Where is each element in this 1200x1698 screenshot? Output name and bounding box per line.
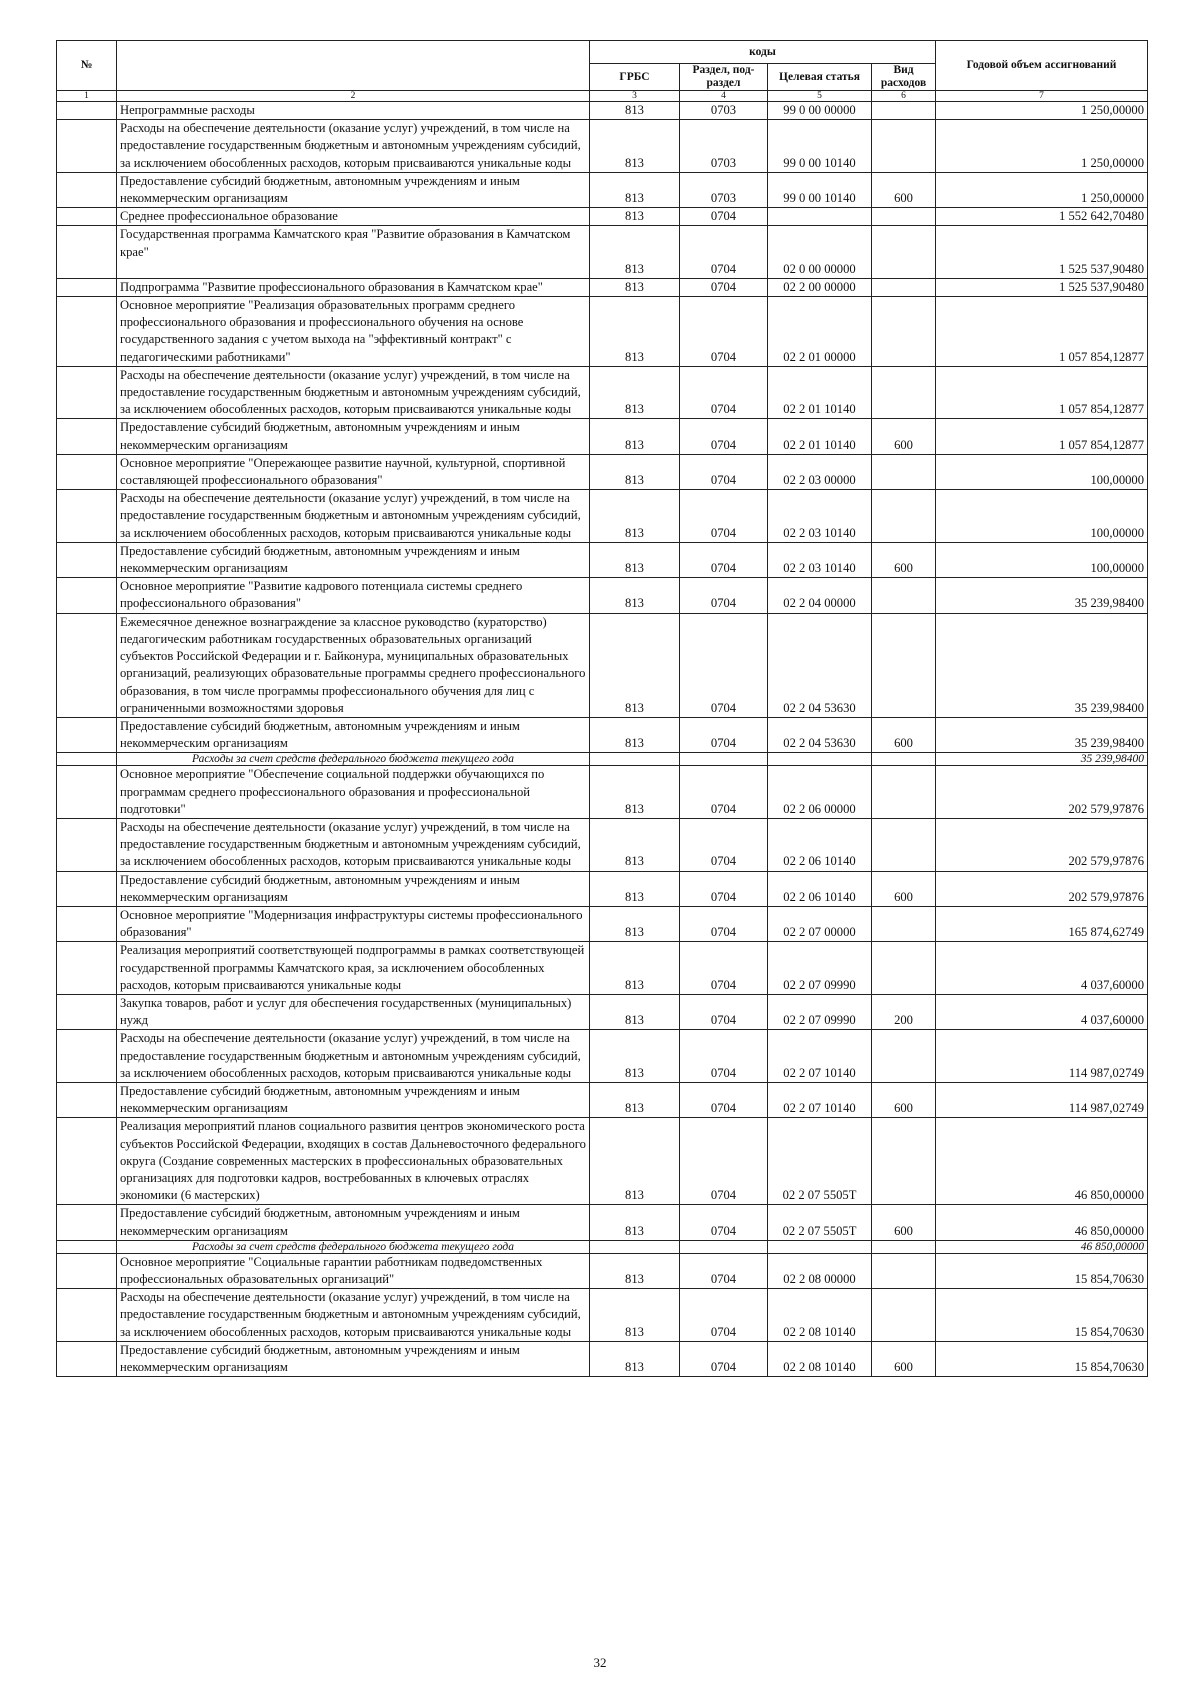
table-row [57,490,1148,543]
row-name-cell: Основное мероприятие "Социальные гарантии работникам подведомственных профессиональных образовательных организаций" [117,1253,590,1288]
row-name-cell: Реализация мероприятий соответствующей подпрограммы в рамках соответствующей государственной программы Камчатского края, за исключением обособленных расходов, которым присваиваются уникальные коды [117,942,590,995]
row-grbs-cell: 813 [590,454,680,489]
row-number-cell [57,172,117,207]
row-target-article-cell: 02 2 07 5505Т [768,1205,872,1240]
row-target-article-cell: 99 0 00 00000 [768,102,872,120]
row-name-cell: Основное мероприятие "Обеспечение социальной поддержки обучающихся по программам среднего профессионального образования и профессиональной подготовки" [117,766,590,819]
row-amount-cell: 46 850,00000 [936,1118,1148,1205]
row-name-cell: Расходы на обеспечение деятельности (оказание услуг) учреждений, в том числе на предоставление государственным бюджетным и автономным учреждениям субсидий, за исключением обособленных расходов, которым присваиваются уникальные коды [117,818,590,871]
row-number-cell [57,994,117,1029]
table-row [57,1205,1148,1240]
row-name-cell: Реализация мероприятий планов социального развития центров экономического роста субъектов Российской Федерации, входящих в состав Дальневосточного федерального округа (Создание современных мастерских в профессиональных образовательных организациях для подготовки кадров, востребованных в ключевых отраслях экономики (6 мастерских) [117,1118,590,1205]
table-row [57,994,1148,1029]
row-amount-cell: 1 057 854,12877 [936,297,1148,367]
row-expense-type-cell: 600 [872,419,936,454]
row-number-cell [57,906,117,941]
row-name-cell: Предоставление субсидий бюджетным, автономным учреждениям и иным некоммерческим организациям [117,1341,590,1376]
table-body [57,102,1148,1377]
row-target-article-cell: 02 2 06 10140 [768,871,872,906]
row-razdel-cell: 0704 [680,490,768,543]
row-amount-cell: 165 874,62749 [936,906,1148,941]
header-number: № [57,41,117,91]
table-row [57,818,1148,871]
row-expense-type-cell [872,454,936,489]
row-target-article-cell: 02 2 07 00000 [768,906,872,941]
row-grbs-cell: 813 [590,102,680,120]
table-row [57,278,1148,296]
row-expense-type-cell [872,1240,936,1253]
row-amount-cell: 15 854,70630 [936,1341,1148,1376]
table-row [57,717,1148,752]
row-razdel-cell: 0704 [680,208,768,226]
header-expense-type: Вид расходов [872,64,936,91]
row-grbs-cell: 813 [590,994,680,1029]
row-target-article-cell [768,1240,872,1253]
row-grbs-cell: 813 [590,226,680,278]
row-grbs-cell: 813 [590,766,680,819]
row-name-cell: Расходы за счет средств федерального бюджета текущего года [117,1240,590,1253]
row-razdel-cell: 0704 [680,1253,768,1288]
row-amount-cell: 100,00000 [936,490,1148,543]
row-amount-cell: 1 250,00000 [936,102,1148,120]
row-target-article-cell: 99 0 00 10140 [768,172,872,207]
row-grbs-cell: 813 [590,297,680,367]
row-grbs-cell: 813 [590,942,680,995]
row-razdel-cell: 0704 [680,297,768,367]
row-amount-cell: 15 854,70630 [936,1253,1148,1288]
page-number: 32 [593,1655,607,1670]
row-name-cell: Предоставление субсидий бюджетным, автономным учреждениям и иным некоммерческим организациям [117,1082,590,1117]
row-razdel-cell: 0704 [680,613,768,717]
row-name-cell: Расходы на обеспечение деятельности (оказание услуг) учреждений, в том числе на предоставление государственным бюджетным и автономным учреждениям субсидий, за исключением обособленных расходов, которым присваиваются уникальные коды [117,490,590,543]
row-target-article-cell: 02 2 06 00000 [768,766,872,819]
row-expense-type-cell [872,906,936,941]
row-name-cell: Ежемесячное денежное вознаграждение за классное руководство (кураторство) педагогическим работникам государственных образовательных организаций субъектов Российской Федерации и г. Байконура, муниципальных образовательных организаций, реализующих образовательные программы среднего профессионального образования, в том числе программы профессионального обучения для лиц с ограниченными возможностями здоровья [117,613,590,717]
row-amount-cell: 1 250,00000 [936,172,1148,207]
column-number: 2 [117,91,590,102]
row-number-cell [57,419,117,454]
row-number-cell [57,1253,117,1288]
row-expense-type-cell [872,490,936,543]
row-name-cell: Предоставление субсидий бюджетным, автономным учреждениям и иным некоммерческим организациям [117,1205,590,1240]
row-grbs-cell: 813 [590,613,680,717]
table-row [57,1289,1148,1342]
row-number-cell [57,366,117,419]
row-grbs-cell: 813 [590,542,680,577]
row-amount-cell: 46 850,00000 [936,1240,1148,1253]
row-target-article-cell: 02 2 07 09990 [768,942,872,995]
row-target-article-cell: 02 2 00 00000 [768,278,872,296]
row-target-article-cell: 02 2 08 10140 [768,1341,872,1376]
row-amount-cell: 202 579,97876 [936,818,1148,871]
row-expense-type-cell [872,766,936,819]
row-grbs-cell [590,1240,680,1253]
row-amount-cell: 4 037,60000 [936,942,1148,995]
row-razdel-cell: 0704 [680,419,768,454]
row-expense-type-cell: 600 [872,717,936,752]
row-expense-type-cell [872,818,936,871]
row-razdel-cell: 0704 [680,1289,768,1342]
row-razdel-cell: 0704 [680,942,768,995]
row-name-cell: Основное мероприятие "Модернизация инфраструктуры системы профессионального образования" [117,906,590,941]
table-row [57,366,1148,419]
row-expense-type-cell [872,297,936,367]
row-expense-type-cell [872,1253,936,1288]
row-amount-cell: 1 057 854,12877 [936,419,1148,454]
row-name-cell: Основное мероприятие "Развитие кадрового потенциала системы среднего профессионального образования" [117,578,590,613]
column-number: 5 [768,91,872,102]
row-number-cell [57,278,117,296]
header-name [117,41,590,91]
federal-funds-row [57,1240,1148,1253]
header-razdel: Раздел, под-раздел [680,64,768,91]
table-row [57,871,1148,906]
table-row [57,226,1148,278]
row-target-article-cell: 02 2 01 10140 [768,419,872,454]
row-razdel-cell: 0704 [680,1082,768,1117]
row-expense-type-cell [872,1030,936,1083]
row-grbs-cell: 813 [590,172,680,207]
row-expense-type-cell [872,226,936,278]
header-target-article: Целевая статья [768,64,872,91]
row-target-article-cell: 02 2 03 00000 [768,454,872,489]
row-amount-cell: 202 579,97876 [936,871,1148,906]
row-amount-cell: 46 850,00000 [936,1205,1148,1240]
table-row [57,942,1148,995]
row-number-cell [57,766,117,819]
table-row [57,1341,1148,1376]
table-row [57,172,1148,207]
row-expense-type-cell: 600 [872,172,936,207]
row-expense-type-cell [872,366,936,419]
row-name-cell: Предоставление субсидий бюджетным, автономным учреждениям и иным некоммерческим организациям [117,542,590,577]
row-number-cell [57,208,117,226]
column-number: 1 [57,91,117,102]
row-target-article-cell: 02 2 07 09990 [768,994,872,1029]
row-razdel-cell: 0704 [680,994,768,1029]
row-number-cell [57,454,117,489]
row-number-cell [57,490,117,543]
row-amount-cell: 1 525 537,90480 [936,226,1148,278]
row-grbs-cell: 813 [590,366,680,419]
row-grbs-cell: 813 [590,1253,680,1288]
row-amount-cell: 35 239,98400 [936,578,1148,613]
row-razdel-cell: 0704 [680,906,768,941]
row-expense-type-cell [872,942,936,995]
row-number-cell [57,1341,117,1376]
table-row [57,208,1148,226]
table-row [57,419,1148,454]
row-grbs-cell: 813 [590,906,680,941]
row-name-cell: Предоставление субсидий бюджетным, автономным учреждениям и иным некоммерческим организациям [117,871,590,906]
row-name-cell: Расходы на обеспечение деятельности (оказание услуг) учреждений, в том числе на предоставление государственным бюджетным и автономным учреждениям субсидий, за исключением обособленных расходов, которым присваиваются уникальные коды [117,1289,590,1342]
row-amount-cell: 15 854,70630 [936,1289,1148,1342]
row-target-article-cell [768,208,872,226]
row-grbs-cell: 813 [590,717,680,752]
row-amount-cell: 35 239,98400 [936,613,1148,717]
row-razdel-cell: 0704 [680,818,768,871]
budget-allocation-table [56,40,1148,1377]
row-number-cell [57,1205,117,1240]
row-grbs-cell: 813 [590,208,680,226]
header-codes: коды [590,41,936,64]
table-row [57,120,1148,173]
table-row [57,578,1148,613]
row-number-cell [57,120,117,173]
row-expense-type-cell [872,102,936,120]
row-razdel-cell: 0704 [680,1118,768,1205]
row-amount-cell: 35 239,98400 [936,753,1148,766]
row-expense-type-cell: 600 [872,1341,936,1376]
row-expense-type-cell [872,278,936,296]
row-name-cell: Расходы на обеспечение деятельности (оказание услуг) учреждений, в том числе на предоставление государственным бюджетным и автономным учреждениям субсидий, за исключением обособленных расходов, которым присваиваются уникальные коды [117,1030,590,1083]
row-razdel-cell: 0704 [680,454,768,489]
row-number-cell [57,1240,117,1253]
row-razdel-cell [680,753,768,766]
row-razdel-cell: 0704 [680,278,768,296]
row-amount-cell: 100,00000 [936,542,1148,577]
table-row [57,766,1148,819]
row-razdel-cell: 0703 [680,172,768,207]
row-expense-type-cell: 600 [872,1082,936,1117]
row-grbs-cell: 813 [590,1289,680,1342]
row-target-article-cell [768,753,872,766]
row-amount-cell: 1 525 537,90480 [936,278,1148,296]
row-target-article-cell: 02 0 00 00000 [768,226,872,278]
column-number: 3 [590,91,680,102]
row-target-article-cell: 02 2 07 10140 [768,1082,872,1117]
row-name-cell: Подпрограмма "Развитие профессионального образования в Камчатском крае" [117,278,590,296]
row-expense-type-cell [872,208,936,226]
row-name-cell: Предоставление субсидий бюджетным, автономным учреждениям и иным некоммерческим организациям [117,419,590,454]
row-name-cell: Предоставление субсидий бюджетным, автономным учреждениям и иным некоммерческим организациям [117,717,590,752]
row-number-cell [57,1289,117,1342]
row-number-cell [57,871,117,906]
row-grbs-cell: 813 [590,1082,680,1117]
row-amount-cell: 4 037,60000 [936,994,1148,1029]
row-name-cell: Расходы за счет средств федерального бюджета текущего года [117,753,590,766]
header-amount: Годовой объем ассигнований [936,41,1148,91]
row-grbs-cell: 813 [590,818,680,871]
table-row [57,1030,1148,1083]
row-name-cell: Основное мероприятие "Реализация образовательных программ среднего профессионального образования и профессионального обучения на основе государственного задания с учетом выхода на "эффективный контракт" с педагогическими работниками" [117,297,590,367]
row-amount-cell: 1 250,00000 [936,120,1148,173]
row-grbs-cell: 813 [590,871,680,906]
federal-funds-row [57,753,1148,766]
row-expense-type-cell [872,120,936,173]
row-target-article-cell: 02 2 01 00000 [768,297,872,367]
table-row [57,613,1148,717]
row-razdel-cell: 0704 [680,1341,768,1376]
row-name-cell: Непрограммные расходы [117,102,590,120]
row-target-article-cell: 02 2 03 10140 [768,542,872,577]
table-row [57,906,1148,941]
row-number-cell [57,1030,117,1083]
row-number-cell [57,578,117,613]
row-razdel-cell: 0704 [680,578,768,613]
row-grbs-cell: 813 [590,1205,680,1240]
row-razdel-cell: 0703 [680,120,768,173]
table-row [57,542,1148,577]
row-target-article-cell: 02 2 04 53630 [768,717,872,752]
row-razdel-cell: 0704 [680,717,768,752]
row-number-cell [57,717,117,752]
column-number: 6 [872,91,936,102]
row-target-article-cell: 02 2 04 00000 [768,578,872,613]
row-grbs-cell: 813 [590,1030,680,1083]
row-number-cell [57,226,117,278]
row-grbs-cell: 813 [590,1341,680,1376]
row-target-article-cell: 99 0 00 10140 [768,120,872,173]
column-number: 7 [936,91,1148,102]
row-number-cell [57,818,117,871]
row-target-article-cell: 02 2 01 10140 [768,366,872,419]
row-grbs-cell: 813 [590,490,680,543]
row-razdel-cell: 0704 [680,366,768,419]
row-expense-type-cell [872,1118,936,1205]
row-razdel-cell [680,1240,768,1253]
row-amount-cell: 35 239,98400 [936,717,1148,752]
row-number-cell [57,1082,117,1117]
row-number-cell [57,613,117,717]
row-target-article-cell: 02 2 03 10140 [768,490,872,543]
table-row [57,1082,1148,1117]
row-amount-cell: 1 057 854,12877 [936,366,1148,419]
table-row [57,1253,1148,1288]
budget-table-container [56,40,1147,1377]
header-grbs: ГРБС [590,64,680,91]
row-name-cell: Закупка товаров, работ и услуг для обеспечения государственных (муниципальных) нужд [117,994,590,1029]
row-target-article-cell: 02 2 07 5505Т [768,1118,872,1205]
row-number-cell [57,297,117,367]
row-number-cell [57,102,117,120]
row-amount-cell: 114 987,02749 [936,1030,1148,1083]
row-target-article-cell: 02 2 07 10140 [768,1030,872,1083]
row-razdel-cell: 0704 [680,542,768,577]
row-grbs-cell: 813 [590,578,680,613]
row-amount-cell: 114 987,02749 [936,1082,1148,1117]
row-name-cell: Расходы на обеспечение деятельности (оказание услуг) учреждений, в том числе на предоставление государственным бюджетным и автономным учреждениям субсидий, за исключением обособленных расходов, которым присваиваются уникальные коды [117,366,590,419]
row-grbs-cell: 813 [590,419,680,454]
row-razdel-cell: 0704 [680,766,768,819]
row-name-cell: Расходы на обеспечение деятельности (оказание услуг) учреждений, в том числе на предоставление государственным бюджетным и автономным учреждениям субсидий, за исключением обособленных расходов, которым присваиваются уникальные коды [117,120,590,173]
row-expense-type-cell [872,613,936,717]
row-grbs-cell: 813 [590,1118,680,1205]
row-razdel-cell: 0704 [680,871,768,906]
row-expense-type-cell: 600 [872,871,936,906]
row-razdel-cell: 0703 [680,102,768,120]
row-target-article-cell: 02 2 04 53630 [768,613,872,717]
row-grbs-cell: 813 [590,278,680,296]
row-expense-type-cell: 600 [872,1205,936,1240]
row-number-cell [57,942,117,995]
row-name-cell: Государственная программа Камчатского края "Развитие образования в Камчатском крае" [117,226,590,278]
table-row [57,1118,1148,1205]
row-expense-type-cell [872,753,936,766]
row-number-cell [57,1118,117,1205]
row-name-cell: Среднее профессиональное образование [117,208,590,226]
row-number-cell [57,753,117,766]
row-amount-cell: 1 552 642,70480 [936,208,1148,226]
row-amount-cell: 202 579,97876 [936,766,1148,819]
row-expense-type-cell [872,578,936,613]
row-expense-type-cell [872,1289,936,1342]
row-expense-type-cell: 600 [872,542,936,577]
row-number-cell [57,542,117,577]
row-amount-cell: 100,00000 [936,454,1148,489]
table-row [57,102,1148,120]
row-name-cell: Основное мероприятие "Опережающее развитие научной, культурной, спортивной составляющей профессионального образования" [117,454,590,489]
column-number-row [57,91,1148,102]
table-row [57,297,1148,367]
row-name-cell: Предоставление субсидий бюджетным, автономным учреждениям и иным некоммерческим организациям [117,172,590,207]
row-razdel-cell: 0704 [680,1205,768,1240]
row-razdel-cell: 0704 [680,1030,768,1083]
row-grbs-cell: 813 [590,120,680,173]
row-razdel-cell: 0704 [680,226,768,278]
table-row [57,454,1148,489]
column-number: 4 [680,91,768,102]
row-expense-type-cell: 200 [872,994,936,1029]
row-target-article-cell: 02 2 08 00000 [768,1253,872,1288]
row-grbs-cell [590,753,680,766]
row-target-article-cell: 02 2 08 10140 [768,1289,872,1342]
row-target-article-cell: 02 2 06 10140 [768,818,872,871]
